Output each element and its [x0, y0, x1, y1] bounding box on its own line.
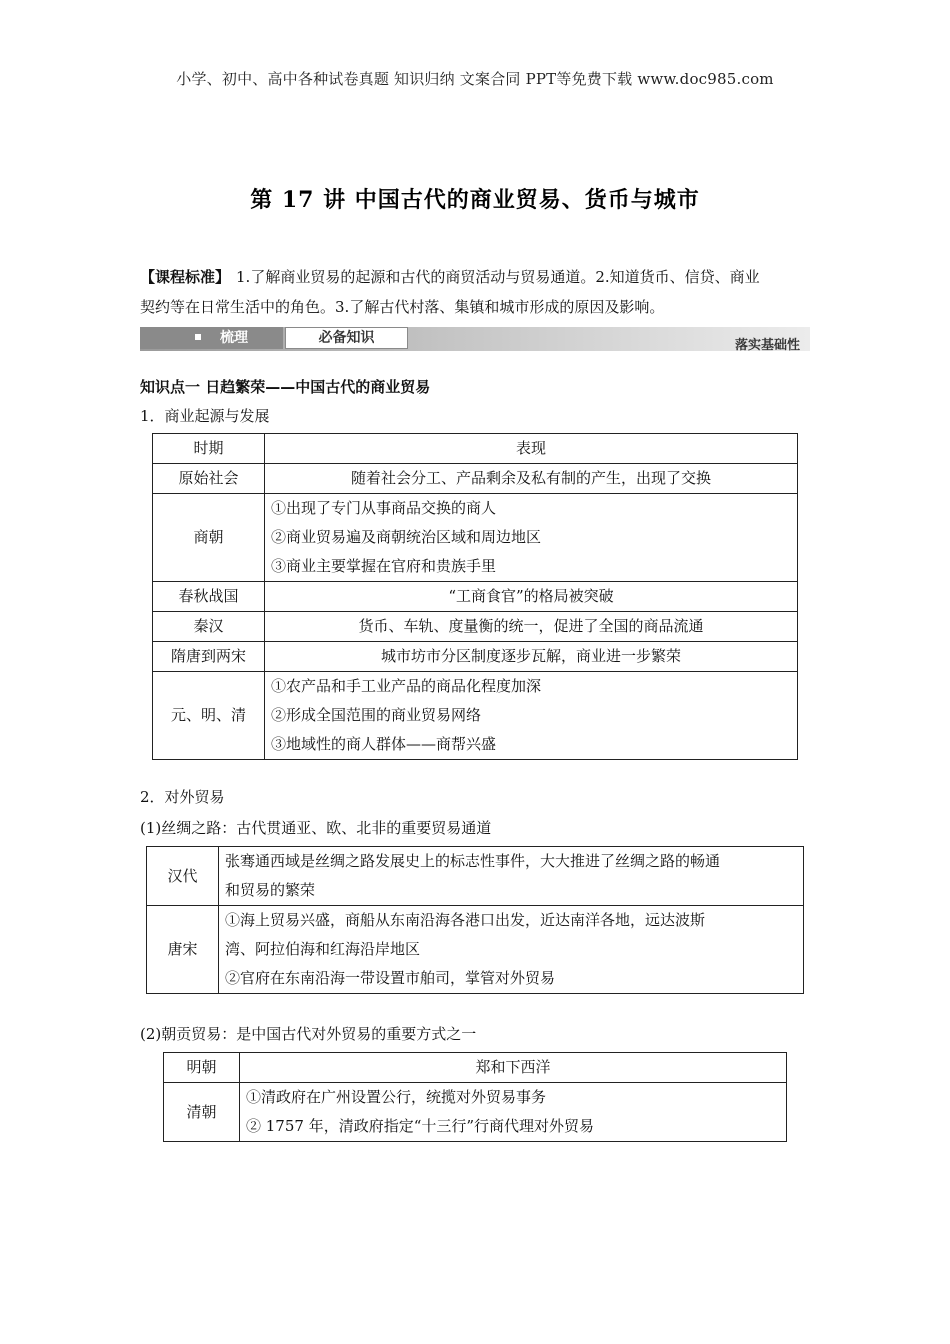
- commerce-development-table: [152, 433, 798, 760]
- period-cell: 原始社会: [153, 464, 265, 494]
- content-line: ①出现了专门从事商品交换的商人: [271, 499, 497, 517]
- period-cell: 元、明、清: [153, 672, 265, 760]
- period-cell: 清朝: [164, 1083, 240, 1142]
- knowledge-point-heading: 知识点一 日趋繁荣——中国古代的商业贸易: [140, 378, 431, 396]
- section-bar-note: 落实基础性: [734, 338, 800, 353]
- table-row: [147, 906, 804, 994]
- content-cell: [219, 906, 804, 994]
- table-row: [153, 672, 798, 760]
- section-bar: [140, 327, 810, 351]
- table-row: [164, 1053, 787, 1083]
- table-row: [153, 612, 798, 642]
- content-line: ①清政府在广州设置公行，统揽对外贸易事务: [246, 1088, 547, 1106]
- content-line: ①海上贸易兴盛，商船从东南沿海各港口出发，近达南洋各地，远达波斯: [225, 911, 706, 929]
- section-tab-sort: [140, 327, 283, 349]
- content-cell: [219, 847, 804, 906]
- course-standard-line-1: 1.了解商业贸易的起源和古代的商贸活动与贸易通道。2.知道货币、信贷、商业: [236, 268, 760, 286]
- content-line: ② 1757 年，清政府指定“十三行”行商代理对外贸易: [246, 1117, 595, 1135]
- heading-foreign-trade: 2．对外贸易: [140, 788, 225, 806]
- table-row: [153, 464, 798, 494]
- tribute-trade-table: [163, 1052, 787, 1142]
- content-line: ②商业贸易遍及商朝统治区域和周边地区: [271, 528, 542, 546]
- content-cell: [240, 1083, 787, 1142]
- content-cell: [265, 672, 798, 760]
- content-cell: 货币、车轨、度量衡的统一，促进了全国的商品流通: [265, 612, 798, 642]
- section-tab-sort-label: 梳理: [220, 330, 248, 346]
- period-cell: 商朝: [153, 494, 265, 582]
- period-cell: 隋唐到两宋: [153, 642, 265, 672]
- period-cell: 明朝: [164, 1053, 240, 1083]
- course-standard-line-2: 契约等在日常生活中的角色。3.了解古代村落、集镇和城市形成的原因及影响。: [140, 298, 665, 316]
- site-header: 小学、初中、高中各种试卷真题 知识归纳 文案合同 PPT等免费下载 www.doc985.com: [176, 70, 774, 88]
- table-row: [153, 582, 798, 612]
- content-line: ③地域性的商人群体——商帮兴盛: [271, 735, 497, 753]
- period-cell: 唐宋: [147, 906, 219, 994]
- content-cell: 郑和下西洋: [240, 1053, 787, 1083]
- lesson-title: 第 17 讲 中国古代的商业贸易、货币与城市: [250, 187, 700, 213]
- content-line: 湾、阿拉伯海和红海沿岸地区: [225, 940, 421, 958]
- course-standard-label: 【课程标准】: [140, 268, 231, 286]
- content-line: ②官府在东南沿海一带设置市舶司，掌管对外贸易: [225, 969, 556, 987]
- content-line: 和贸易的繁荣: [225, 881, 316, 899]
- table-header-row: [153, 434, 798, 464]
- period-cell: 春秋战国: [153, 582, 265, 612]
- square-bullet-icon: [195, 334, 201, 340]
- content-line: ②形成全国范围的商业贸易网络: [271, 706, 482, 724]
- content-line: ①农产品和手工业产品的商品化程度加深: [271, 677, 542, 695]
- period-cell: 秦汉: [153, 612, 265, 642]
- heading-tribute-trade: (2)朝贡贸易：是中国古代对外贸易的重要方式之一: [140, 1025, 477, 1043]
- content-cell: [265, 494, 798, 582]
- course-standard: [140, 262, 812, 322]
- table-row: [164, 1083, 787, 1142]
- table-row: [153, 642, 798, 672]
- table-header-cell: 时期: [153, 434, 265, 464]
- silk-road-table: [146, 846, 804, 994]
- content-cell: 随着社会分工、产品剩余及私有制的产生，出现了交换: [265, 464, 798, 494]
- period-cell: 汉代: [147, 847, 219, 906]
- table-row: [147, 847, 804, 906]
- heading-silk-road: (1)丝绸之路：古代贯通亚、欧、北非的重要贸易通道: [140, 819, 492, 837]
- content-cell: 城市坊市分区制度逐步瓦解，商业进一步繁荣: [265, 642, 798, 672]
- section-tab-knowledge: 必备知识: [285, 327, 408, 349]
- content-cell: “工商食官”的格局被突破: [265, 582, 798, 612]
- content-line: 张骞通西域是丝绸之路发展史上的标志性事件，大大推进了丝绸之路的畅通: [225, 852, 721, 870]
- heading-commerce-origin: 1．商业起源与发展: [140, 407, 270, 425]
- table-row: [153, 494, 798, 582]
- table-header-cell: 表现: [265, 434, 798, 464]
- content-line: ③商业主要掌握在官府和贵族手里: [271, 557, 497, 575]
